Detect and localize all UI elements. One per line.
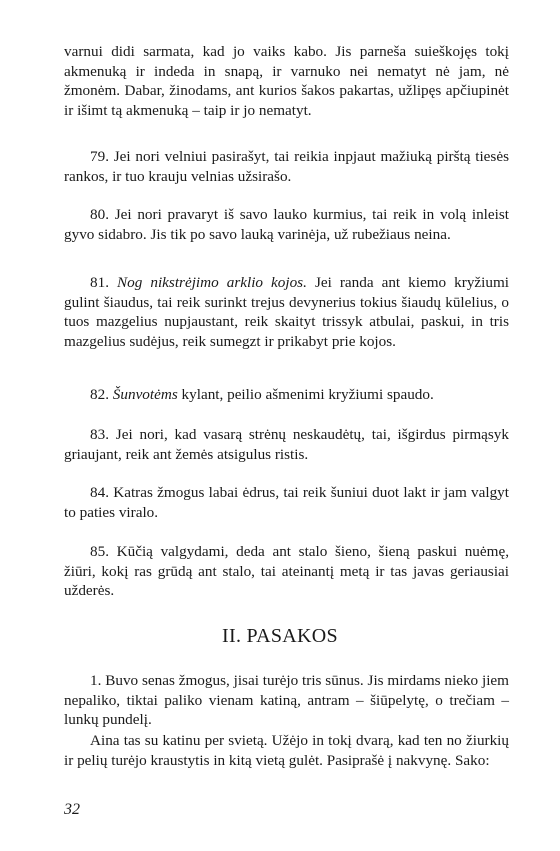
paragraph-text [64,273,509,351]
paragraph-84 [64,483,509,522]
paragraph-79 [64,147,509,186]
page-number: 32 [64,801,80,818]
paragraph-text: varnui didi sarmata, kad jo vaiks kabo. Jis parneša suieškojęs tokį akmenuką ir indeda in snapą, ir varnuko nei nematyt nė jam, nė žmonėm. Dabar, žinodams, ant kurios šakos pakartas, užlipęs apčiupinėt ir išimt tą akmenuką – taip ir jo nematyt. [64,43,509,119]
paragraph-number: 81. [90,274,109,291]
paragraph-85 [64,542,509,601]
paragraph-body: kylant, peilio ašmenimi kryžiumi spaudo. [181,386,434,403]
paragraph-83 [64,425,509,464]
paragraph-intro [64,42,509,120]
paragraph-80 [64,205,509,244]
paragraph-text: 85. Kūčią valgydami, deda ant stalo šieno, šieną paskui nuėmę, žiūri, kokį ras grūdą ant stalo, tai ateinantį metą ir tas javas geriausiai užderės. [64,543,509,600]
paragraph-text: Aina tas su katinu per svietą. Užėjo in tokį dvarą, kad ten no žiurkių ir pelių turėjo kraustytis in kitą vietą gulėt. Pasiprašė į nakvynę. Sako: [64,732,509,769]
paragraph-82 [64,385,509,405]
paragraph-text: 83. Jei nori, kad vasarą strėnų neskaudėtų, tai, išgirdus pirmąsyk griaujant, reik ant žemės atsigulus ristis. [64,426,509,463]
paragraph-text: 80. Jei nori pravaryt iš savo lauko kurmius, tai reik in volą inleist gyvo sidabro. Jis tik po savo lauką varinėja, už rubežiaus neina. [64,206,509,243]
paragraph-text [64,385,509,405]
paragraph-81 [64,273,509,351]
paragraph-number: 82. [90,386,109,403]
section-paragraph-2 [64,731,509,770]
section-heading: II. PASAKOS [222,625,338,647]
paragraph-italic-term: Šunvotėms [112,386,178,403]
section-paragraph-1 [64,671,509,730]
paragraph-italic-title: Nog nikstrėjimo arklio kojos. [117,274,307,291]
paragraph-text: 1. Buvo senas žmogus, jisai turėjo tris sūnus. Jis mirdams nieko jiem nepaliko, tiktai paliko vienam katiną, antram – šiūpelytę, o trečiam – lunkų pundelį. [64,672,509,729]
paragraph-text: 84. Katras žmogus labai ėdrus, tai reik šuniui duot lakt ir jam valgyt to paties viralo. [64,484,509,521]
paragraph-body: Jei randa ant kiemo kryžiumi gulint šiaudus, tai reik surinkt trejus devynerius tokius šiaudų kūlelius, o tuos mazgelius nupjaustant, reik skaityt trissyk atbulai, paskui, in tris mazgelius sudėjus, reik sumegzt ir prikabyt prie kojos. [64,274,510,350]
paragraph-text: 79. Jei nori velniui pasirašyt, tai reikia inpjaut mažiuką pirštą tiesės rankos, ir tuo krauju velnias užsirašo. [64,148,509,185]
